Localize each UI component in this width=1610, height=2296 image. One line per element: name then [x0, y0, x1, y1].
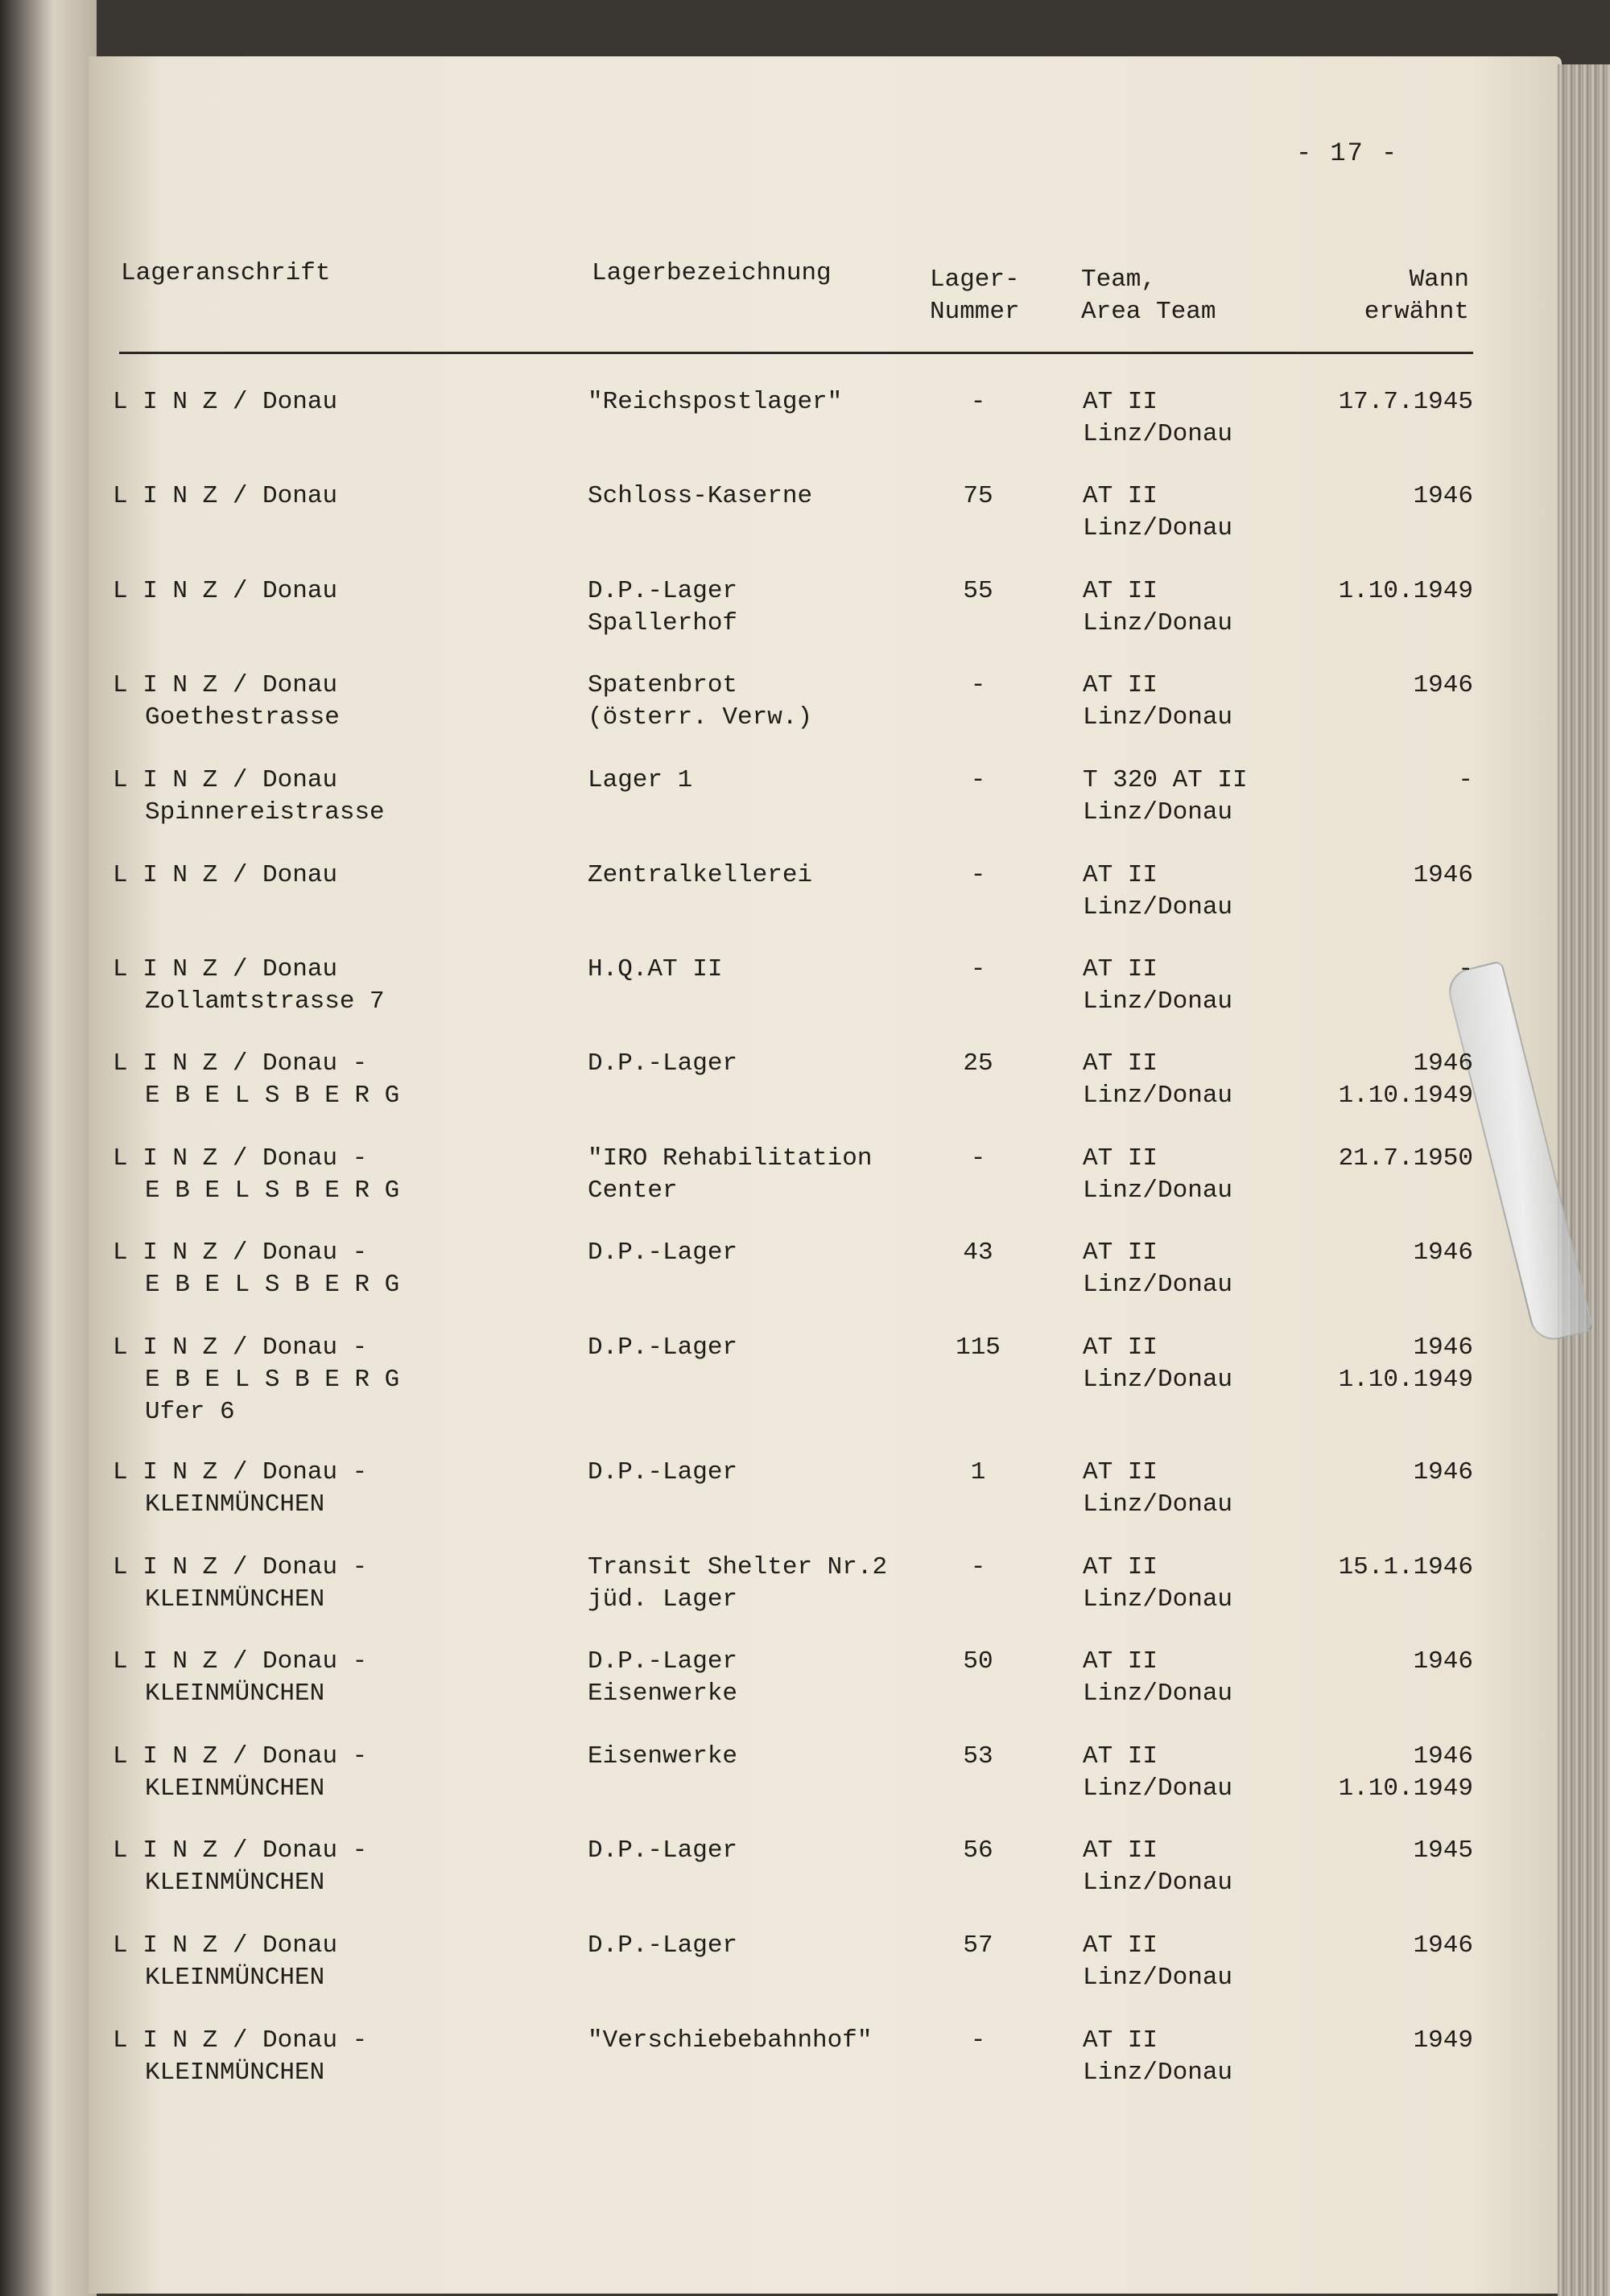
- team-cell: AT II Linz/Donau: [1083, 388, 1233, 448]
- address-cell: [113, 1741, 564, 1805]
- date-cell: 1949: [1413, 2026, 1473, 2055]
- table-row: [0, 1552, 1610, 1640]
- number-cell: 75: [963, 482, 993, 510]
- address-line: L I N Z / Donau: [113, 1931, 338, 1960]
- team-cell: AT II Linz/Donau: [1083, 1144, 1233, 1205]
- number-cell: 57: [963, 1931, 993, 1960]
- date-cell: 1.10.1949: [1338, 577, 1473, 605]
- address-line: L I N Z / Donau -: [113, 1333, 368, 1362]
- address-line: L I N Z / Donau: [113, 671, 338, 699]
- address-cell: [113, 1930, 564, 1994]
- designation-cell: Lager 1: [588, 766, 693, 794]
- address-cell: [113, 480, 564, 513]
- date-cell: 1946: [1413, 482, 1473, 510]
- team-cell: AT II Linz/Donau: [1083, 1333, 1233, 1394]
- date-cell: -: [1458, 766, 1473, 794]
- address-subline: E B E L S B E R G: [145, 1271, 400, 1299]
- table-row: [0, 1930, 1610, 2018]
- designation-cell: D.P.-Lager: [588, 1931, 738, 1960]
- table-row: [0, 480, 1610, 569]
- address-line: L I N Z / Donau -: [113, 1742, 368, 1770]
- date-cell: 1946 1.10.1949: [1338, 1333, 1473, 1394]
- address-line: L I N Z / Donau: [113, 577, 338, 605]
- team-cell: AT II Linz/Donau: [1083, 1742, 1233, 1803]
- designation-cell: Zentralkellerei: [588, 861, 813, 889]
- address-line: L I N Z / Donau -: [113, 1458, 368, 1486]
- address-line: L I N Z / Donau: [113, 955, 338, 983]
- address-subline: KLEINMÜNCHEN: [145, 1775, 325, 1803]
- address-cell: [113, 954, 564, 1018]
- team-cell: AT II Linz/Donau: [1083, 1836, 1233, 1897]
- team-cell: AT II Linz/Donau: [1083, 1931, 1233, 1992]
- date-cell: 21.7.1950: [1338, 1144, 1473, 1173]
- address-subline: Goethestrasse: [145, 703, 340, 732]
- address-cell: [113, 1332, 564, 1428]
- date-cell: -: [1458, 955, 1473, 983]
- address-subline: KLEINMÜNCHEN: [145, 1964, 325, 1992]
- designation-cell: "Verschiebebahnhof": [588, 2026, 873, 2055]
- number-cell: -: [970, 671, 986, 699]
- address-subline: E B E L S B E R G: [145, 1177, 400, 1205]
- team-cell: AT II Linz/Donau: [1083, 1049, 1233, 1110]
- number-cell: 115: [956, 1333, 1001, 1362]
- designation-cell: D.P.-Lager Eisenwerke: [588, 1647, 738, 1708]
- number-cell: -: [970, 766, 986, 794]
- address-line: L I N Z / Donau -: [113, 1049, 368, 1078]
- table-row: [0, 1048, 1610, 1136]
- table-row: [0, 1457, 1610, 1545]
- designation-cell: "Reichspostlager": [588, 388, 843, 416]
- date-cell: 1946: [1413, 1647, 1473, 1676]
- team-cell: AT II Linz/Donau: [1083, 2026, 1233, 2087]
- number-cell: -: [970, 1553, 986, 1581]
- address-subline: Spinnereistrasse: [145, 798, 385, 826]
- team-cell: AT II Linz/Donau: [1083, 1647, 1233, 1708]
- number-cell: -: [970, 2026, 986, 2055]
- date-cell: 1946: [1413, 671, 1473, 699]
- table-row: [0, 1332, 1610, 1426]
- designation-cell: D.P.-Lager: [588, 1333, 738, 1362]
- address-line: L I N Z / Donau: [113, 482, 338, 510]
- address-cell: [113, 859, 564, 892]
- team-cell: AT II Linz/Donau: [1083, 955, 1233, 1016]
- designation-cell: Spatenbrot (österr. Verw.): [588, 671, 813, 732]
- date-cell: 1946: [1413, 1458, 1473, 1486]
- address-cell: [113, 1457, 564, 1521]
- address-line: L I N Z / Donau -: [113, 1836, 368, 1865]
- team-cell: AT II Linz/Donau: [1083, 1458, 1233, 1519]
- designation-cell: H.Q.AT II: [588, 955, 723, 983]
- designation-cell: D.P.-Lager Spallerhof: [588, 577, 738, 637]
- header-address: Lageranschrift: [121, 259, 331, 287]
- address-cell: [113, 575, 564, 608]
- number-cell: 1: [970, 1458, 986, 1486]
- address-cell: [113, 1143, 564, 1207]
- address-cell: [113, 670, 564, 734]
- address-subline: E B E L S B E R G Ufer 6: [145, 1366, 400, 1426]
- address-cell: [113, 1237, 564, 1301]
- number-cell: 25: [963, 1049, 993, 1078]
- address-subline: KLEINMÜNCHEN: [145, 2059, 325, 2087]
- team-cell: AT II Linz/Donau: [1083, 671, 1233, 732]
- address-cell: [113, 1552, 564, 1616]
- address-subline: KLEINMÜNCHEN: [145, 1680, 325, 1708]
- address-line: L I N Z / Donau -: [113, 1144, 368, 1173]
- date-cell: 17.7.1945: [1338, 388, 1473, 416]
- table-row: [0, 859, 1610, 948]
- address-line: L I N Z / Donau: [113, 388, 338, 416]
- number-cell: 43: [963, 1239, 993, 1267]
- address-cell: [113, 386, 564, 418]
- address-cell: [113, 1048, 564, 1112]
- address-line: L I N Z / Donau -: [113, 2026, 368, 2055]
- team-cell: AT II Linz/Donau: [1083, 1239, 1233, 1299]
- table-row: [0, 575, 1610, 664]
- table-row: [0, 1741, 1610, 1829]
- date-cell: 1946: [1413, 1239, 1473, 1267]
- designation-cell: Transit Shelter Nr.2 jüd. Lager: [588, 1553, 888, 1614]
- designation-cell: Schloss-Kaserne: [588, 482, 813, 510]
- date-cell: 1946 1.10.1949: [1338, 1742, 1473, 1803]
- designation-cell: D.P.-Lager: [588, 1836, 738, 1865]
- page-number: - 17 -: [1296, 138, 1399, 168]
- designation-cell: "IRO Rehabilitation Center: [588, 1144, 873, 1205]
- team-cell: T 320 AT II Linz/Donau: [1083, 766, 1248, 826]
- team-cell: AT II Linz/Donau: [1083, 861, 1233, 921]
- date-cell: 15.1.1946: [1338, 1553, 1473, 1581]
- date-cell: 1946: [1413, 861, 1473, 889]
- number-cell: 56: [963, 1836, 993, 1865]
- number-cell: 53: [963, 1742, 993, 1770]
- table-row: [0, 1143, 1610, 1231]
- designation-cell: D.P.-Lager: [588, 1239, 738, 1267]
- address-subline: E B E L S B E R G: [145, 1082, 400, 1110]
- number-cell: 55: [963, 577, 993, 605]
- address-cell: [113, 2025, 564, 2089]
- table-row: [0, 1646, 1610, 1734]
- header-rule: [119, 352, 1473, 354]
- table-row: [0, 1237, 1610, 1325]
- address-cell: [113, 765, 564, 829]
- date-cell: 1946 1.10.1949: [1338, 1049, 1473, 1110]
- team-cell: AT II Linz/Donau: [1083, 482, 1233, 542]
- address-line: L I N Z / Donau -: [113, 1553, 368, 1581]
- date-cell: 1945: [1413, 1836, 1473, 1865]
- header-designation: Lagerbezeichnung: [592, 259, 832, 287]
- number-cell: 50: [963, 1647, 993, 1676]
- table-row: [0, 386, 1610, 475]
- designation-cell: Eisenwerke: [588, 1742, 738, 1770]
- number-cell: -: [970, 1144, 986, 1173]
- number-cell: -: [970, 861, 986, 889]
- address-cell: [113, 1646, 564, 1710]
- address-line: L I N Z / Donau -: [113, 1647, 368, 1676]
- table-row: [0, 670, 1610, 758]
- designation-cell: D.P.-Lager: [588, 1049, 738, 1078]
- team-cell: AT II Linz/Donau: [1083, 577, 1233, 637]
- number-cell: -: [970, 388, 986, 416]
- table-row: [0, 1835, 1610, 1923]
- table-row: [0, 765, 1610, 853]
- address-cell: [113, 1835, 564, 1899]
- header-date: Wann erwähnt: [1364, 266, 1469, 326]
- address-subline: KLEINMÜNCHEN: [145, 1869, 325, 1897]
- header-team: Team, Area Team: [1081, 266, 1216, 326]
- designation-cell: D.P.-Lager: [588, 1458, 738, 1486]
- address-line: L I N Z / Donau: [113, 861, 338, 889]
- address-line: L I N Z / Donau -: [113, 1239, 368, 1267]
- table-row: [0, 2025, 1610, 2113]
- header-number: Lager- Nummer: [930, 266, 1020, 326]
- address-subline: KLEINMÜNCHEN: [145, 1585, 325, 1614]
- table-row: [0, 954, 1610, 1042]
- address-subline: KLEINMÜNCHEN: [145, 1490, 325, 1519]
- date-cell: 1946: [1413, 1931, 1473, 1960]
- number-cell: -: [970, 955, 986, 983]
- address-line: L I N Z / Donau: [113, 766, 338, 794]
- address-subline: Zollamtstrasse 7: [145, 987, 385, 1016]
- team-cell: AT II Linz/Donau: [1083, 1553, 1233, 1614]
